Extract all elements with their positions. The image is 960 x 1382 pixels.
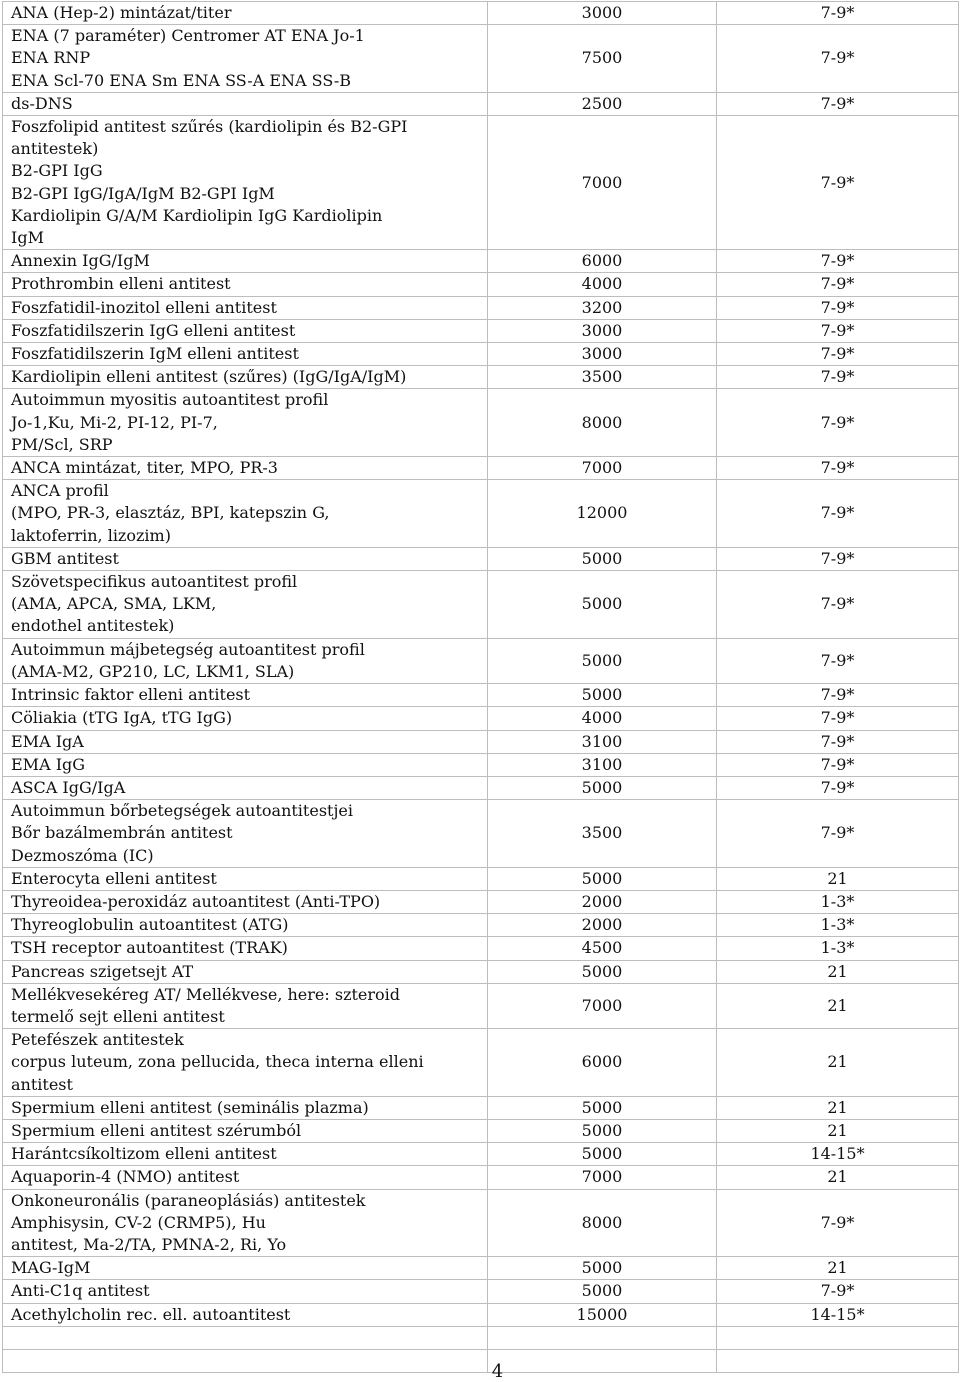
test-name-cell (3, 319, 488, 342)
price-cell: 8000 (488, 1189, 717, 1257)
turnaround-cell: 1-3* (717, 890, 959, 913)
turnaround-cell: 7-9* (717, 25, 959, 93)
price-cell: 2500 (488, 92, 717, 115)
turnaround-cell: 7-9* (717, 480, 959, 548)
price-cell: 3000 (488, 319, 717, 342)
price-cell: 15000 (488, 1303, 717, 1326)
table-row (3, 92, 959, 115)
test-name-cell (3, 960, 488, 983)
test-name-cell (3, 776, 488, 799)
test-name-line: (MPO, PR-3, elasztáz, BPI, katepszin G, (11, 503, 330, 523)
test-name-line: Foszfatidilszerin IgG elleni antitest (11, 320, 296, 340)
test-name-cell (3, 1166, 488, 1189)
test-name-cell (3, 571, 488, 639)
table-row (3, 457, 959, 480)
test-name-line: EMA IgG (11, 754, 86, 774)
test-name-line: antitestek) (11, 139, 99, 159)
price-cell: 5000 (488, 684, 717, 707)
test-name-cell (3, 250, 488, 273)
empty-cell (3, 1326, 488, 1349)
test-name-cell (3, 914, 488, 937)
test-name-line: Kardiolipin elleni antitest (szűres) (IgG/IgA/IgM) (11, 367, 407, 387)
test-name-line: Thyreoidea-peroxidáz autoantitest (Anti-TPO) (11, 891, 381, 911)
turnaround-cell: 7-9* (717, 250, 959, 273)
test-name-line: Acethylcholin rec. ell. autoantitest (11, 1304, 291, 1324)
empty-cell (488, 1326, 717, 1349)
table-row (3, 296, 959, 319)
table-row (3, 1096, 959, 1119)
test-name-cell (3, 2, 488, 25)
test-name-cell (3, 707, 488, 730)
turnaround-cell: 14-15* (717, 1143, 959, 1166)
test-name-cell (3, 684, 488, 707)
test-name-cell (3, 273, 488, 296)
turnaround-cell: 21 (717, 1029, 959, 1097)
document-page (2, 1, 958, 1373)
table-row (3, 366, 959, 389)
table-row (3, 116, 959, 250)
test-name-cell (3, 1029, 488, 1097)
table-row (3, 730, 959, 753)
price-cell: 5000 (488, 776, 717, 799)
test-name-cell (3, 753, 488, 776)
test-name-cell (3, 25, 488, 93)
price-cell: 8000 (488, 389, 717, 457)
table-row (3, 343, 959, 366)
price-cell: 5000 (488, 1143, 717, 1166)
turnaround-cell: 7-9* (717, 319, 959, 342)
table-row (3, 319, 959, 342)
price-cell: 6000 (488, 1029, 717, 1097)
table-row (3, 25, 959, 93)
price-cell: 7500 (488, 25, 717, 93)
price-cell: 12000 (488, 480, 717, 548)
empty-cell (717, 1326, 959, 1349)
test-name-cell (3, 730, 488, 753)
table-row (3, 867, 959, 890)
table-row (3, 1189, 959, 1257)
test-name-line: IgM (11, 228, 44, 248)
price-cell: 2000 (488, 914, 717, 937)
test-name-cell (3, 638, 488, 683)
table-row (3, 638, 959, 683)
test-name-cell (3, 457, 488, 480)
table-row (3, 890, 959, 913)
test-name-cell (3, 92, 488, 115)
test-name-line: Aquaporin-4 (NMO) antitest (11, 1167, 240, 1187)
test-name-line: Thyreoglobulin autoantitest (ATG) (11, 915, 289, 935)
test-name-line: ANCA profil (11, 481, 109, 501)
price-cell: 4000 (488, 273, 717, 296)
test-name-line: ASCA IgG/IgA (11, 777, 126, 797)
table-row (3, 2, 959, 25)
test-name-line: EMA IgA (11, 731, 84, 751)
test-name-line: (AMA, APCA, SMA, LKM, (11, 594, 217, 614)
price-cell: 7000 (488, 983, 717, 1028)
table-row (3, 389, 959, 457)
test-name-line: Kardiolipin G/A/M Kardiolipin IgG Kardiolipin (11, 205, 383, 225)
test-name-cell (3, 480, 488, 548)
turnaround-cell: 7-9* (717, 730, 959, 753)
price-cell: 3000 (488, 2, 717, 25)
page-number: 4 (491, 1361, 504, 1382)
turnaround-cell: 21 (717, 960, 959, 983)
table-row (3, 776, 959, 799)
test-name-cell (3, 1280, 488, 1303)
test-name-cell (3, 1119, 488, 1142)
turnaround-cell: 7-9* (717, 776, 959, 799)
turnaround-cell: 7-9* (717, 389, 959, 457)
turnaround-cell: 7-9* (717, 343, 959, 366)
test-name-cell (3, 116, 488, 250)
turnaround-cell: 7-9* (717, 92, 959, 115)
test-name-line: Onkoneuronális (paraneoplásiás) antitestek (11, 1190, 366, 1210)
test-name-line: antitest (11, 1074, 73, 1094)
price-cell: 2000 (488, 890, 717, 913)
test-name-line: MAG-IgM (11, 1258, 91, 1278)
test-name-line: ds-DNS (11, 93, 73, 113)
turnaround-cell: 7-9* (717, 707, 959, 730)
table-row (3, 1257, 959, 1280)
empty-table-row (3, 1326, 959, 1349)
test-name-line: Anti-C1q antitest (11, 1281, 150, 1301)
price-cell: 3500 (488, 366, 717, 389)
price-cell: 3100 (488, 730, 717, 753)
table-row (3, 960, 959, 983)
price-cell: 5000 (488, 547, 717, 570)
test-name-line: Autoimmun bőrbetegségek autoantitestjei (11, 801, 354, 821)
price-cell: 5000 (488, 867, 717, 890)
price-cell: 4000 (488, 707, 717, 730)
test-name-line: Intrinsic faktor elleni antitest (11, 685, 251, 705)
table-row (3, 547, 959, 570)
test-name-line: ENA (7 paraméter) Centromer AT ENA Jo-1 (11, 26, 365, 46)
price-cell: 5000 (488, 1096, 717, 1119)
turnaround-cell: 21 (717, 983, 959, 1028)
test-name-cell (3, 547, 488, 570)
turnaround-cell: 7-9* (717, 684, 959, 707)
table-row (3, 1029, 959, 1097)
test-name-line: Foszfatidilszerin IgM elleni antitest (11, 344, 299, 364)
table-row (3, 684, 959, 707)
turnaround-cell: 7-9* (717, 457, 959, 480)
price-cell: 3100 (488, 753, 717, 776)
test-name-cell (3, 296, 488, 319)
test-name-line: Amphisysin, CV-2 (CRMP5), Hu (11, 1212, 266, 1232)
table-row (3, 480, 959, 548)
turnaround-cell: 21 (717, 1166, 959, 1189)
turnaround-cell: 7-9* (717, 638, 959, 683)
turnaround-cell: 7-9* (717, 800, 959, 868)
test-name-cell (3, 937, 488, 960)
price-cell: 7000 (488, 116, 717, 250)
turnaround-cell: 7-9* (717, 273, 959, 296)
test-name-line: Dezmoszóma (IC) (11, 845, 154, 865)
test-name-line: Prothrombin elleni antitest (11, 274, 231, 294)
price-cell: 7000 (488, 457, 717, 480)
test-name-line: Petefészek antitestek (11, 1030, 184, 1050)
turnaround-cell: 7-9* (717, 1189, 959, 1257)
test-name-line: Mellékvesekéreg AT/ Mellékvese, here: szteroid (11, 984, 401, 1004)
test-name-cell (3, 867, 488, 890)
test-name-cell (3, 1096, 488, 1119)
test-name-line: Foszfatidil-inozitol elleni antitest (11, 297, 277, 317)
table-row (3, 753, 959, 776)
price-cell: 6000 (488, 250, 717, 273)
test-name-line: laktoferrin, lizozim) (11, 525, 171, 545)
price-cell: 5000 (488, 638, 717, 683)
table-row (3, 983, 959, 1028)
test-name-line: Jo-1,Ku, Mi-2, PI-12, PI-7, (11, 412, 218, 432)
price-cell: 5000 (488, 1119, 717, 1142)
test-name-cell (3, 343, 488, 366)
turnaround-cell: 7-9* (717, 296, 959, 319)
test-name-cell (3, 1143, 488, 1166)
turnaround-cell: 21 (717, 1257, 959, 1280)
table-row (3, 250, 959, 273)
test-name-cell (3, 389, 488, 457)
turnaround-cell: 7-9* (717, 2, 959, 25)
test-name-line: Spermium elleni antitest szérumból (11, 1120, 302, 1140)
test-name-line: ANA (Hep-2) mintázat/titer (11, 3, 232, 22)
test-name-line: Autoimmun májbetegség autoantitest profil (11, 639, 365, 659)
price-cell: 4500 (488, 937, 717, 960)
table-row (3, 273, 959, 296)
test-name-line: B2-GPI IgG (11, 161, 103, 181)
test-name-line: termelő sejt elleni antitest (11, 1006, 225, 1026)
price-cell: 5000 (488, 571, 717, 639)
turnaround-cell: 21 (717, 1119, 959, 1142)
turnaround-cell: 7-9* (717, 1280, 959, 1303)
test-name-cell (3, 366, 488, 389)
table-row (3, 1280, 959, 1303)
test-name-line: Cöliakia (tTG IgA, tTG IgG) (11, 708, 233, 728)
price-cell: 5000 (488, 960, 717, 983)
turnaround-cell: 21 (717, 867, 959, 890)
price-table (2, 1, 959, 1373)
table-row (3, 1166, 959, 1189)
test-name-line: Spermium elleni antitest (seminális plazma) (11, 1097, 369, 1117)
table-row (3, 1303, 959, 1326)
price-cell: 7000 (488, 1166, 717, 1189)
table-row (3, 937, 959, 960)
test-name-line: Szövetspecifikus autoantitest profil (11, 572, 298, 592)
test-name-line: Harántcsíkoltizom elleni antitest (11, 1144, 277, 1164)
turnaround-cell: 7-9* (717, 753, 959, 776)
table-row (3, 1119, 959, 1142)
table-row (3, 571, 959, 639)
test-name-line: Autoimmun myositis autoantitest profil (11, 390, 329, 410)
table-row (3, 914, 959, 937)
table-row (3, 707, 959, 730)
test-name-line: Foszfolipid antitest szűrés (kardiolipin és B2-GPI (11, 117, 408, 137)
test-name-line: (AMA-M2, GP210, LC, LKM1, SLA) (11, 661, 295, 681)
test-name-line: PM/Scl, SRP (11, 434, 113, 454)
turnaround-cell: 1-3* (717, 914, 959, 937)
test-name-cell (3, 1257, 488, 1280)
test-name-line: B2-GPI IgG/IgA/IgM B2-GPI IgM (11, 183, 275, 203)
table-body (3, 2, 959, 1373)
turnaround-cell: 7-9* (717, 547, 959, 570)
turnaround-cell: 1-3* (717, 937, 959, 960)
price-cell: 3500 (488, 800, 717, 868)
turnaround-cell: 21 (717, 1096, 959, 1119)
test-name-line: Annexin IgG/IgM (11, 251, 150, 271)
turnaround-cell: 7-9* (717, 116, 959, 250)
turnaround-cell: 7-9* (717, 571, 959, 639)
test-name-cell (3, 983, 488, 1028)
test-name-line: endothel antitestek) (11, 616, 175, 636)
test-name-line: Enterocyta elleni antitest (11, 868, 217, 888)
test-name-line: Bőr bazálmembrán antitest (11, 823, 233, 843)
test-name-cell (3, 890, 488, 913)
test-name-cell (3, 800, 488, 868)
test-name-line: ENA RNP (11, 48, 91, 68)
turnaround-cell: 7-9* (717, 366, 959, 389)
test-name-line: ANCA mintázat, titer, MPO, PR-3 (11, 458, 278, 478)
price-cell: 5000 (488, 1257, 717, 1280)
price-cell: 3000 (488, 343, 717, 366)
table-row (3, 1143, 959, 1166)
test-name-line: Pancreas szigetsejt AT (11, 961, 194, 981)
price-cell: 5000 (488, 1280, 717, 1303)
test-name-line: GBM antitest (11, 548, 119, 568)
test-name-cell (3, 1303, 488, 1326)
test-name-line: corpus luteum, zona pellucida, theca interna elleni (11, 1052, 424, 1072)
price-cell: 3200 (488, 296, 717, 319)
turnaround-cell: 14-15* (717, 1303, 959, 1326)
test-name-line: ENA Scl-70 ENA Sm ENA SS-A ENA SS-B (11, 70, 352, 90)
test-name-line: antitest, Ma-2/TA, PMNA-2, Ri, Yo (11, 1234, 287, 1254)
test-name-cell (3, 1189, 488, 1257)
test-name-line: TSH receptor autoantitest (TRAK) (11, 938, 288, 958)
table-row (3, 800, 959, 868)
